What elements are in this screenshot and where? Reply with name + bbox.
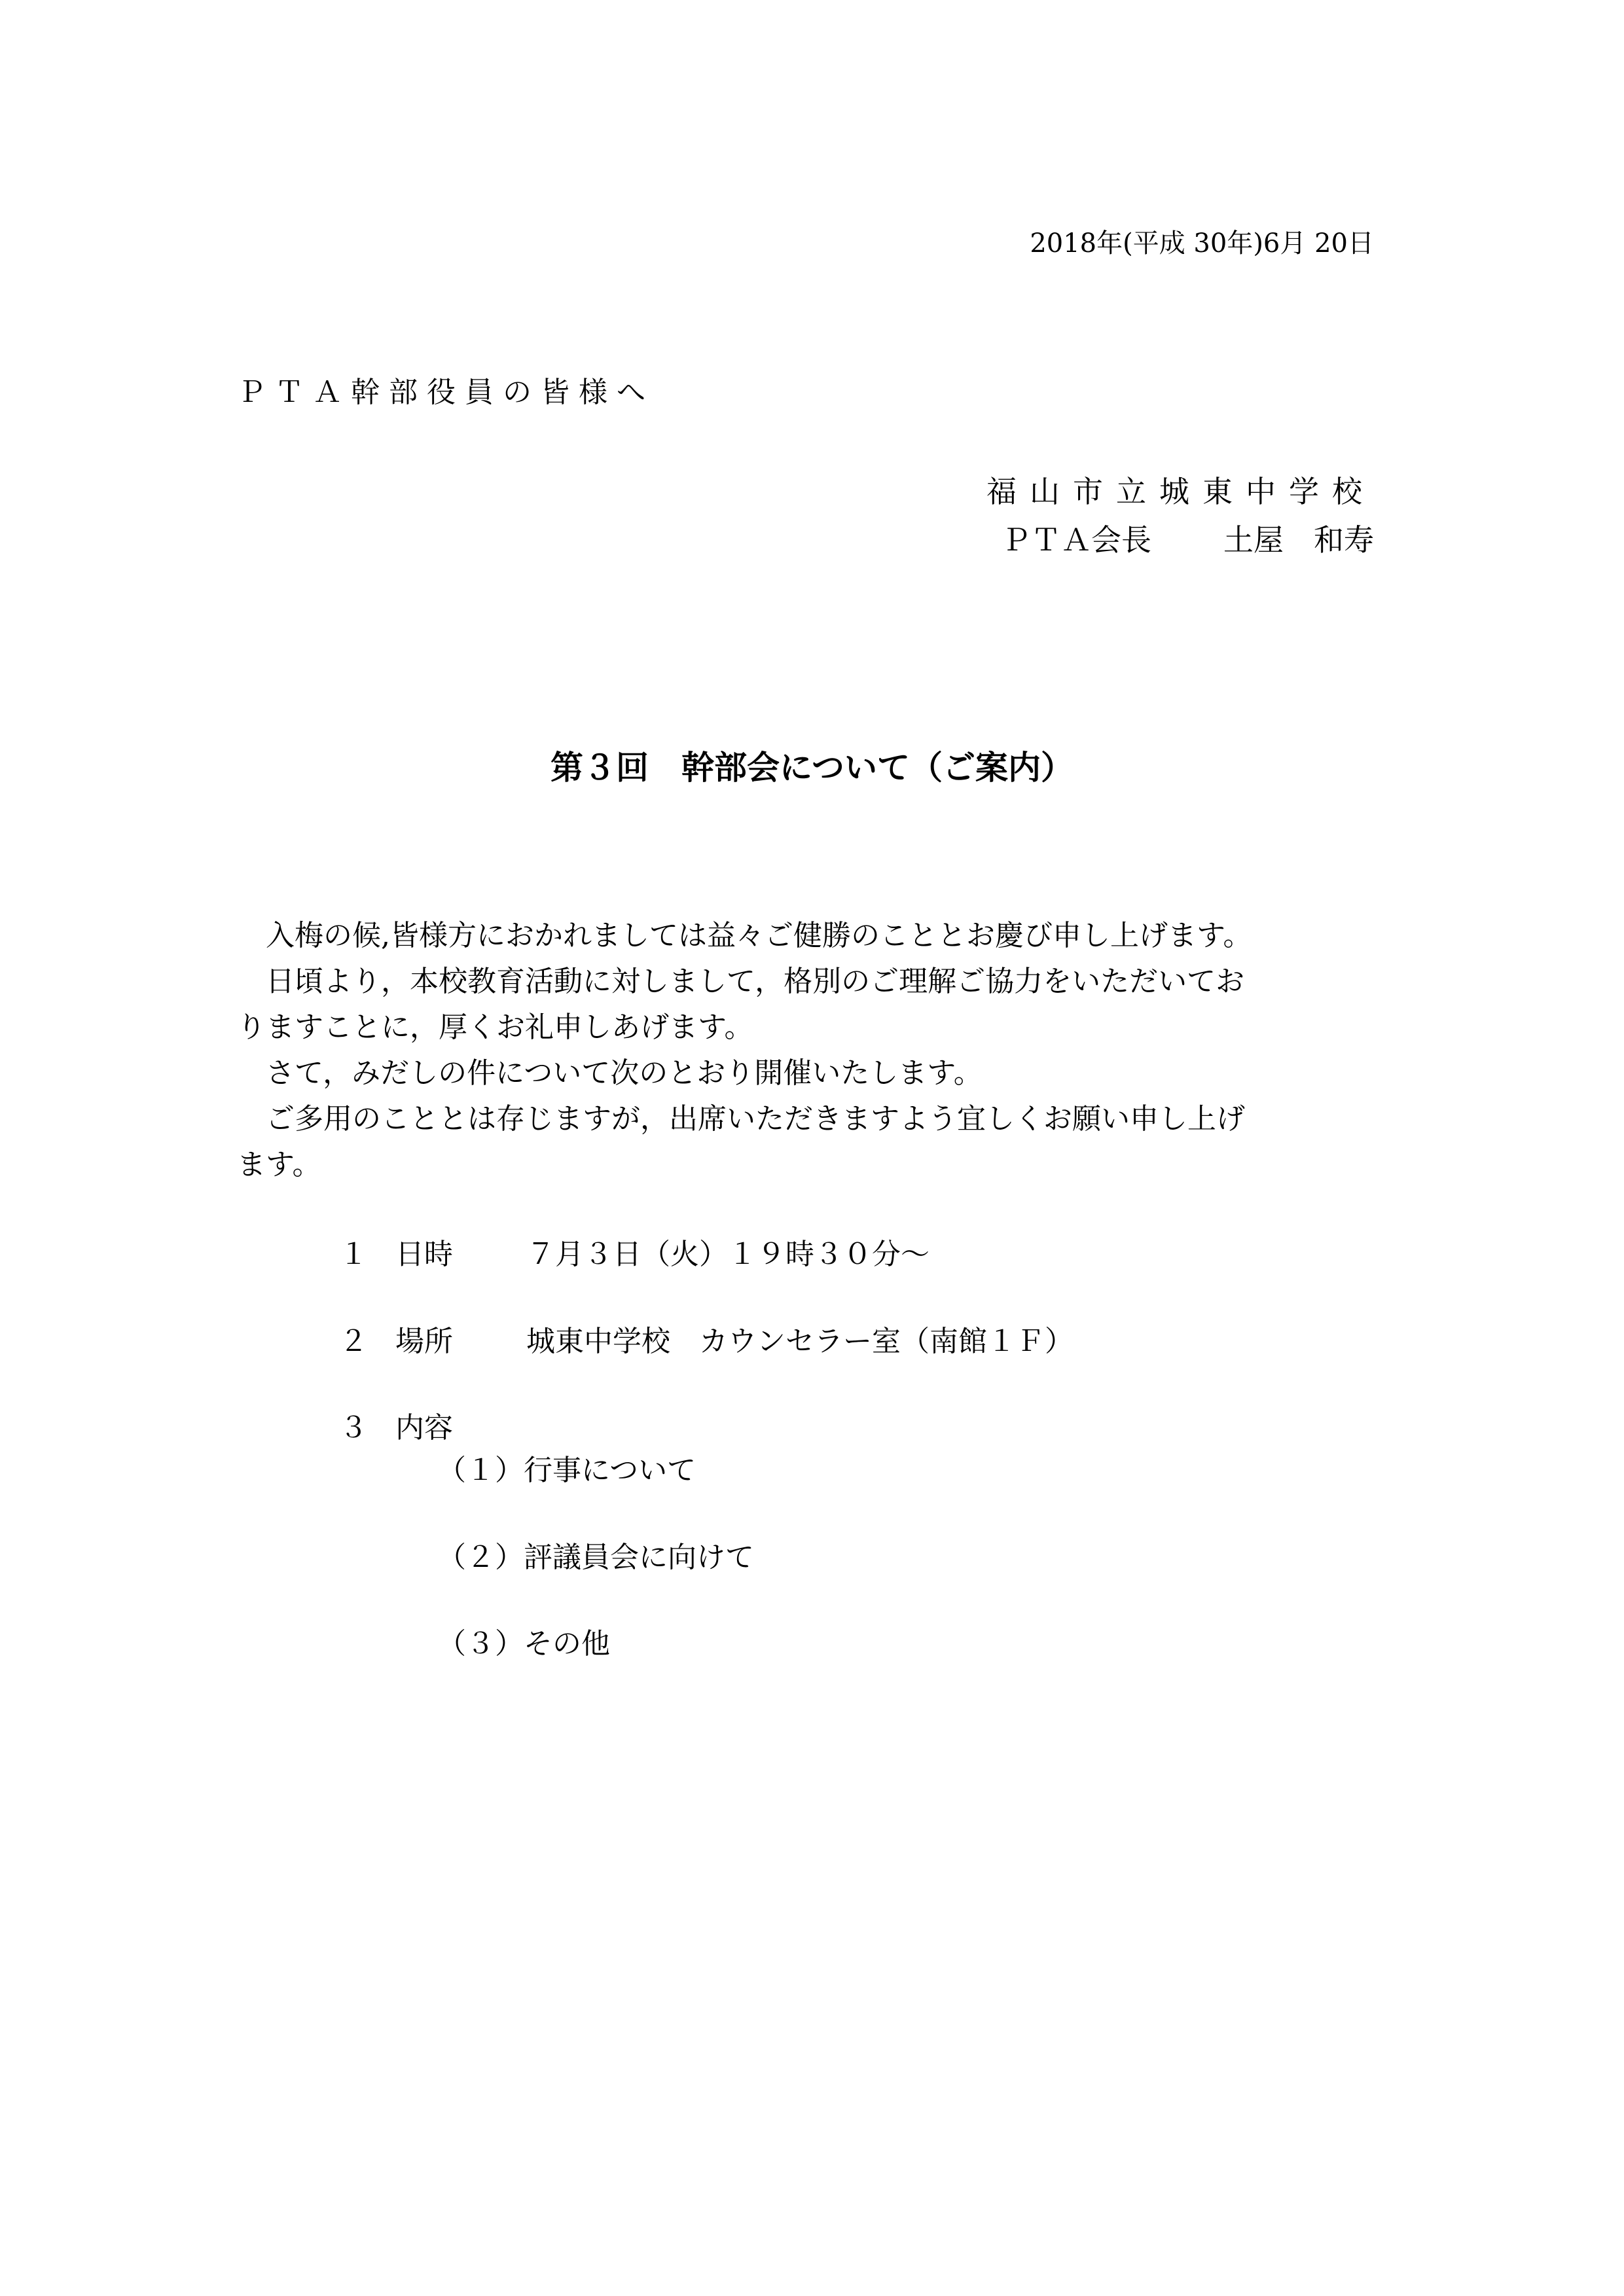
content-sub-item: （３）その他 xyxy=(437,1627,610,1660)
recipient: ＰＴＡ幹部役員の皆様へ xyxy=(237,376,655,409)
item-content xyxy=(339,1411,526,1444)
item-value: 城東中学校 カウンセラー室（南館１Ｆ） xyxy=(526,1325,1074,1358)
body-line: 入梅の候,皆様方におかれましては益々ご健勝のこととお慶び申し上げます。 xyxy=(237,919,1252,952)
body-paragraph xyxy=(237,913,1389,1188)
body-line: りますことに，厚くお礼申しあげます。 xyxy=(237,1011,753,1044)
sender-role: ＰＴＡ会長 xyxy=(1001,522,1151,558)
body-line: さて，みだしの件について次のとおり開催いたします。 xyxy=(237,1056,983,1090)
sender-signature xyxy=(1001,522,1374,558)
content-sub-item: （２）評議員会に向けて xyxy=(437,1541,754,1574)
item-label: 日時 xyxy=(395,1238,453,1271)
item-location xyxy=(339,1327,1074,1356)
document-title: 第３回 幹部会について（ご案内） xyxy=(550,749,1074,787)
item-number: １ xyxy=(339,1238,368,1271)
item-datetime xyxy=(339,1240,929,1269)
item-number: ２ xyxy=(339,1325,368,1358)
body-line: ます。 xyxy=(237,1148,321,1181)
sender-given-name: 和寿 xyxy=(1314,522,1374,558)
sender-organization: 福山市立城東中学校 xyxy=(986,474,1375,509)
item-label: 内容 xyxy=(395,1411,453,1444)
body-line: 日頃より，本校教育活動に対しまして，格別のご理解ご協力をいただいてお xyxy=(237,965,1245,998)
content-sub-item: （１）行事について xyxy=(437,1454,696,1487)
document-date: 2018年(平成 30年)6月 20日 xyxy=(1030,228,1374,259)
sender-family-name: 土屋 xyxy=(1223,522,1284,558)
item-value: ７月３日（火）１９時３０分～ xyxy=(526,1238,929,1271)
item-number: ３ xyxy=(339,1411,368,1444)
item-label: 場所 xyxy=(395,1325,453,1358)
body-line: ご多用のこととは存じますが，出席いただきますよう宜しくお願い申し上げ xyxy=(237,1102,1245,1136)
